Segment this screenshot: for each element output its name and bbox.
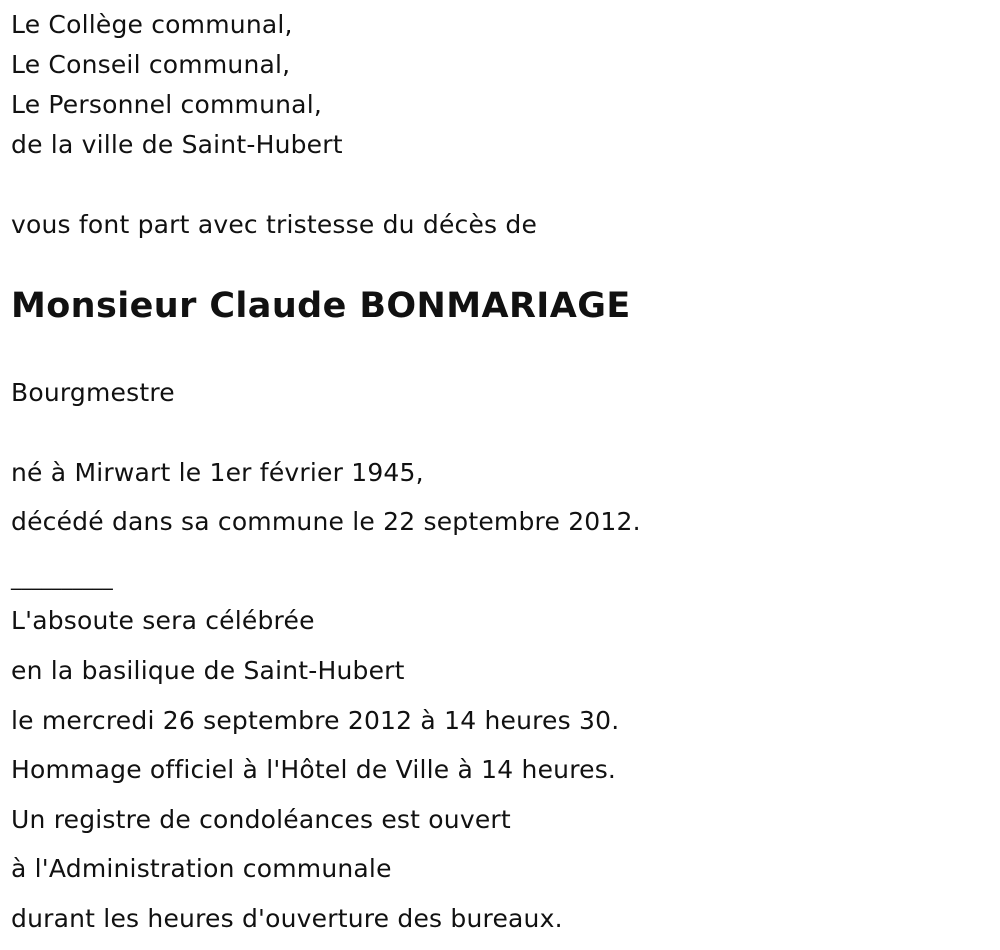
deceased-title: Bourgmestre [11,378,175,407]
announcement-text: vous font part avec tristesse du décès de [11,210,538,239]
deceased-name: Monsieur Claude BONMARIAGE [11,286,631,326]
birth-info: né à Mirwart le 1er février 1945, [11,458,424,487]
ceremony-line: durant les heures d'ouverture des bureaux. [11,904,563,933]
ceremony-line: à l'Administration communale [11,854,392,883]
sender-town: de la ville de Saint-Hubert [11,130,343,159]
ceremony-line: L'absoute sera célébrée [11,606,315,635]
sender-staff: Le Personnel communal, [11,90,322,119]
death-info: décédé dans sa commune le 22 septembre 2012. [11,507,641,536]
ceremony-line: en la basilique de Saint-Hubert [11,656,405,685]
ceremony-line: Un registre de condoléances est ouvert [11,805,511,834]
sender-college: Le Collège communal, [11,10,293,39]
separator-line: __________ [11,566,113,590]
sender-council: Le Conseil communal, [11,50,291,79]
ceremony-line: Hommage officiel à l'Hôtel de Ville à 14 heures. [11,755,617,784]
ceremony-line: le mercredi 26 septembre 2012 à 14 heures 30. [11,706,620,735]
